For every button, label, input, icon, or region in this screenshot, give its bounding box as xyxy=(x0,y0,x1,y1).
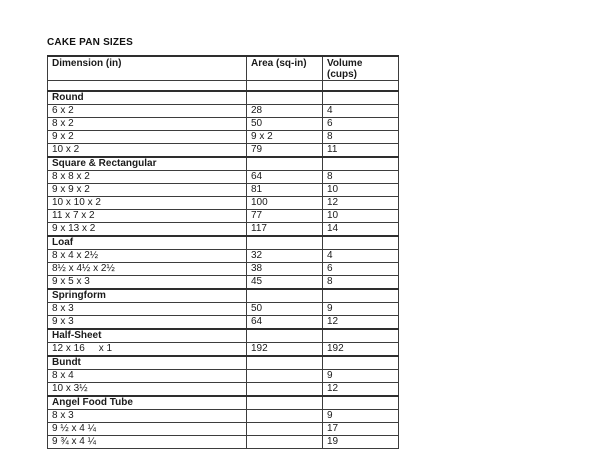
area-cell xyxy=(247,289,323,303)
area-cell: 192 xyxy=(247,343,323,357)
area-cell xyxy=(247,396,323,410)
area-cell: 38 xyxy=(247,263,323,276)
volume-cell: 12 xyxy=(323,197,399,210)
volume-cell: 17 xyxy=(323,423,399,436)
area-cell xyxy=(247,383,323,397)
dimension-cell: 6 x 2 xyxy=(48,105,247,118)
volume-cell: 9 xyxy=(323,370,399,383)
section-row xyxy=(48,91,399,105)
area-cell xyxy=(247,356,323,370)
table-row xyxy=(48,131,399,144)
dimension-cell xyxy=(48,81,247,92)
table-row xyxy=(48,383,399,397)
area-cell xyxy=(247,410,323,423)
column-header-dimension: Dimension (in) xyxy=(48,56,247,81)
dimension-cell: 9 x 9 x 2 xyxy=(48,184,247,197)
table-row xyxy=(48,144,399,158)
volume-cell xyxy=(323,356,399,370)
area-cell xyxy=(247,81,323,92)
area-cell xyxy=(247,91,323,105)
spacer-row xyxy=(48,81,399,92)
dimension-cell: 12 x 16 x 1 xyxy=(48,343,247,357)
dimension-cell: 8 x 4 x 2½ xyxy=(48,250,247,263)
dimension-cell: 9 ½ x 4 ¼ xyxy=(48,423,247,436)
table-row xyxy=(48,263,399,276)
section-row xyxy=(48,236,399,250)
section-row xyxy=(48,396,399,410)
table-row xyxy=(48,250,399,263)
area-cell: 77 xyxy=(247,210,323,223)
volume-cell: 6 xyxy=(323,118,399,131)
area-cell: 100 xyxy=(247,197,323,210)
dimension-cell: 8 x 8 x 2 xyxy=(48,171,247,184)
table-row xyxy=(48,223,399,237)
dimension-cell: Springform xyxy=(48,289,247,303)
dimension-cell: Loaf xyxy=(48,236,247,250)
volume-cell: 19 xyxy=(323,436,399,449)
section-row xyxy=(48,329,399,343)
dimension-cell: 8 x 3 xyxy=(48,410,247,423)
table-body xyxy=(48,81,399,449)
area-cell: 9 x 2 xyxy=(247,131,323,144)
volume-cell: 4 xyxy=(323,250,399,263)
volume-cell: 8 xyxy=(323,276,399,290)
dimension-cell: 8 x 3 xyxy=(48,303,247,316)
area-cell: 117 xyxy=(247,223,323,237)
volume-cell: 9 xyxy=(323,303,399,316)
volume-cell: 11 xyxy=(323,144,399,158)
section-row xyxy=(48,289,399,303)
table-row xyxy=(48,184,399,197)
dimension-cell: 10 x 10 x 2 xyxy=(48,197,247,210)
cake-pan-sizes-table xyxy=(47,55,399,449)
table-row xyxy=(48,118,399,131)
column-header-volume: Volume (cups) xyxy=(323,56,399,81)
area-cell xyxy=(247,423,323,436)
volume-cell: 192 xyxy=(323,343,399,357)
dimension-cell: 8 x 2 xyxy=(48,118,247,131)
volume-cell xyxy=(323,236,399,250)
area-cell xyxy=(247,436,323,449)
dimension-cell: 10 x 3½ xyxy=(48,383,247,397)
table-row xyxy=(48,171,399,184)
area-cell: 32 xyxy=(247,250,323,263)
table-row xyxy=(48,370,399,383)
volume-cell xyxy=(323,81,399,92)
table-row xyxy=(48,105,399,118)
table-header-row xyxy=(48,56,399,81)
volume-cell: 10 xyxy=(323,184,399,197)
area-cell: 64 xyxy=(247,171,323,184)
dimension-cell: 9 x 2 xyxy=(48,131,247,144)
section-row xyxy=(48,356,399,370)
dimension-cell: 9 x 5 x 3 xyxy=(48,276,247,290)
dimension-cell: 10 x 2 xyxy=(48,144,247,158)
area-cell xyxy=(247,370,323,383)
table-row xyxy=(48,276,399,290)
area-cell: 79 xyxy=(247,144,323,158)
table-row xyxy=(48,410,399,423)
dimension-cell: Angel Food Tube xyxy=(48,396,247,410)
table-row xyxy=(48,210,399,223)
area-cell xyxy=(247,157,323,171)
section-row xyxy=(48,157,399,171)
dimension-cell: 8 x 4 xyxy=(48,370,247,383)
volume-cell xyxy=(323,157,399,171)
volume-cell xyxy=(323,396,399,410)
volume-cell: 4 xyxy=(323,105,399,118)
area-cell xyxy=(247,329,323,343)
volume-cell: 12 xyxy=(323,316,399,330)
volume-cell: 8 xyxy=(323,171,399,184)
dimension-cell: 9 x 3 xyxy=(48,316,247,330)
table-row xyxy=(48,436,399,449)
dimension-cell: 9 x 13 x 2 xyxy=(48,223,247,237)
dimension-cell: Half-Sheet xyxy=(48,329,247,343)
table-row xyxy=(48,303,399,316)
volume-cell xyxy=(323,289,399,303)
area-cell: 28 xyxy=(247,105,323,118)
dimension-cell: 11 x 7 x 2 xyxy=(48,210,247,223)
volume-cell: 12 xyxy=(323,383,399,397)
dimension-cell: Bundt xyxy=(48,356,247,370)
area-cell: 81 xyxy=(247,184,323,197)
dimension-cell: Round xyxy=(48,91,247,105)
volume-cell xyxy=(323,329,399,343)
dimension-cell: 8½ x 4½ x 2½ xyxy=(48,263,247,276)
page-title: CAKE PAN SIZES xyxy=(47,37,133,48)
area-cell: 64 xyxy=(247,316,323,330)
table-row xyxy=(48,423,399,436)
area-cell: 50 xyxy=(247,118,323,131)
volume-cell xyxy=(323,91,399,105)
area-cell: 45 xyxy=(247,276,323,290)
volume-cell: 8 xyxy=(323,131,399,144)
table-row xyxy=(48,197,399,210)
dimension-cell: 9 ¾ x 4 ¼ xyxy=(48,436,247,449)
volume-cell: 9 xyxy=(323,410,399,423)
volume-cell: 14 xyxy=(323,223,399,237)
dimension-cell: Square & Rectangular xyxy=(48,157,247,171)
area-cell: 50 xyxy=(247,303,323,316)
volume-cell: 6 xyxy=(323,263,399,276)
table-row xyxy=(48,343,399,357)
table-row xyxy=(48,316,399,330)
column-header-area: Area (sq-in) xyxy=(247,56,323,81)
volume-cell: 10 xyxy=(323,210,399,223)
area-cell xyxy=(247,236,323,250)
